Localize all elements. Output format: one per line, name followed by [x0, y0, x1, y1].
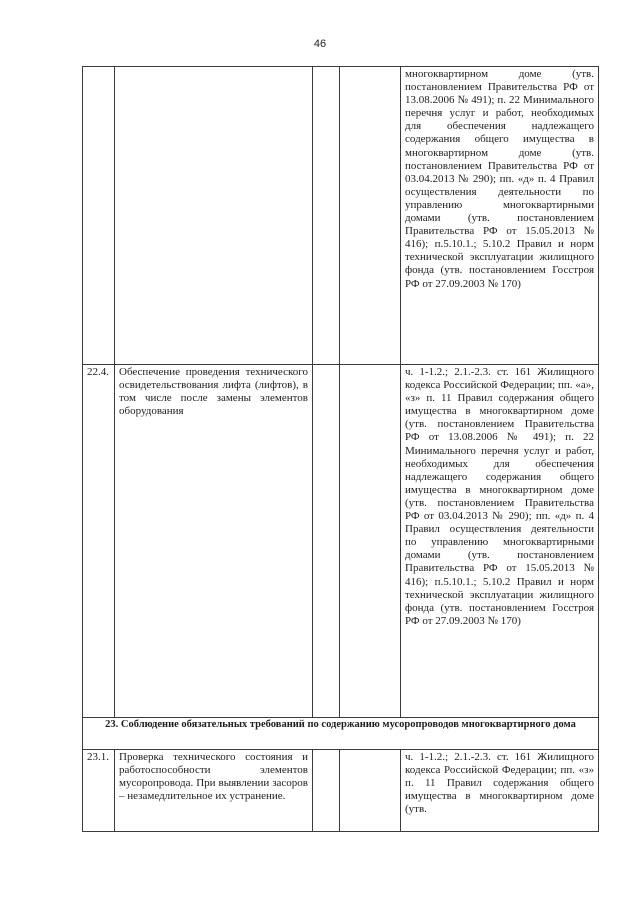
legal-basis-cell: многоквартирном доме (утв. постановлением Правительства РФ от 13.08.2006 № 491); п. 22 Минимального перечня услуг и работ, необходимых для обеспечения надлежащего содержания общего имущества в многоквартирном доме (утв. постановлением Правительства РФ от 03.04.2013 № 290); пп. «д» п. 4 Правил осуществления деятельности по управлению многоквартирными домами (утв. постановлением Правительства РФ от 15.05.2013 № 416); п.5.10.1.; 5.10.2 Правил и норм технической эксплуатации жилищного фонда (утв. постановлением Госстроя РФ от 27.09.2003 № 170)	[401, 67, 599, 365]
empty-cell	[313, 750, 340, 832]
table-row	[83, 750, 599, 832]
empty-cell	[340, 750, 401, 832]
empty-cell	[313, 67, 340, 365]
legal-basis-cell: ч. 1-1.2.; 2.1.-2.3. ст. 161 Жилищного кодекса Российской Федерации; пп. «з» п. 11 Правил содержания общего имущества в многоквартирном доме (утв.	[401, 750, 599, 832]
empty-cell	[340, 67, 401, 365]
section-header-row	[83, 718, 599, 750]
requirements-table	[82, 66, 599, 832]
row-number-cell: 22.4.	[83, 365, 115, 718]
empty-cell	[313, 365, 340, 718]
requirement-cell: Проверка технического состояния и работоспособности элементов мусоропровода. При выявлении засоров – незамедлительное их устранение.	[115, 750, 313, 832]
section-title: 23. Соблюдение обязательных требований по содержанию мусоропроводов многоквартирного дома	[83, 718, 599, 750]
table-row	[83, 365, 599, 718]
requirement-cell	[115, 67, 313, 365]
empty-cell	[340, 365, 401, 718]
requirement-cell: Обеспечение проведения технического освидетельствования лифта (лифтов), в том числе после замены элементов оборудования	[115, 365, 313, 718]
legal-basis-cell: ч. 1-1.2.; 2.1.-2.3. ст. 161 Жилищного кодекса Российской Федерации; пп. «а», «з» п. 11 Правил содержания общего имущества в многоквартирном доме (утв. постановлением Правительства РФ от 13.08.2006 № 491); п. 22 Минимального перечня услуг и работ, необходимых для обеспечения надлежащего содержания общего имущества в многоквартирном доме (утв. постановлением Правительства РФ от 03.04.2013 № 290); пп. «д» п. 4 Правил осуществления деятельности по управлению многоквартирными домами (утв. постановлением Правительства РФ от 15.05.2013 № 416); п.5.10.1.; 5.10.2 Правил и норм технической эксплуатации жилищного фонда (утв. постановлением Госстроя РФ от 27.09.2003 № 170)	[401, 365, 599, 718]
table-row	[83, 67, 599, 365]
row-number-cell: 23.1.	[83, 750, 115, 832]
row-number-cell	[83, 67, 115, 365]
page-number: 46	[313, 38, 327, 50]
